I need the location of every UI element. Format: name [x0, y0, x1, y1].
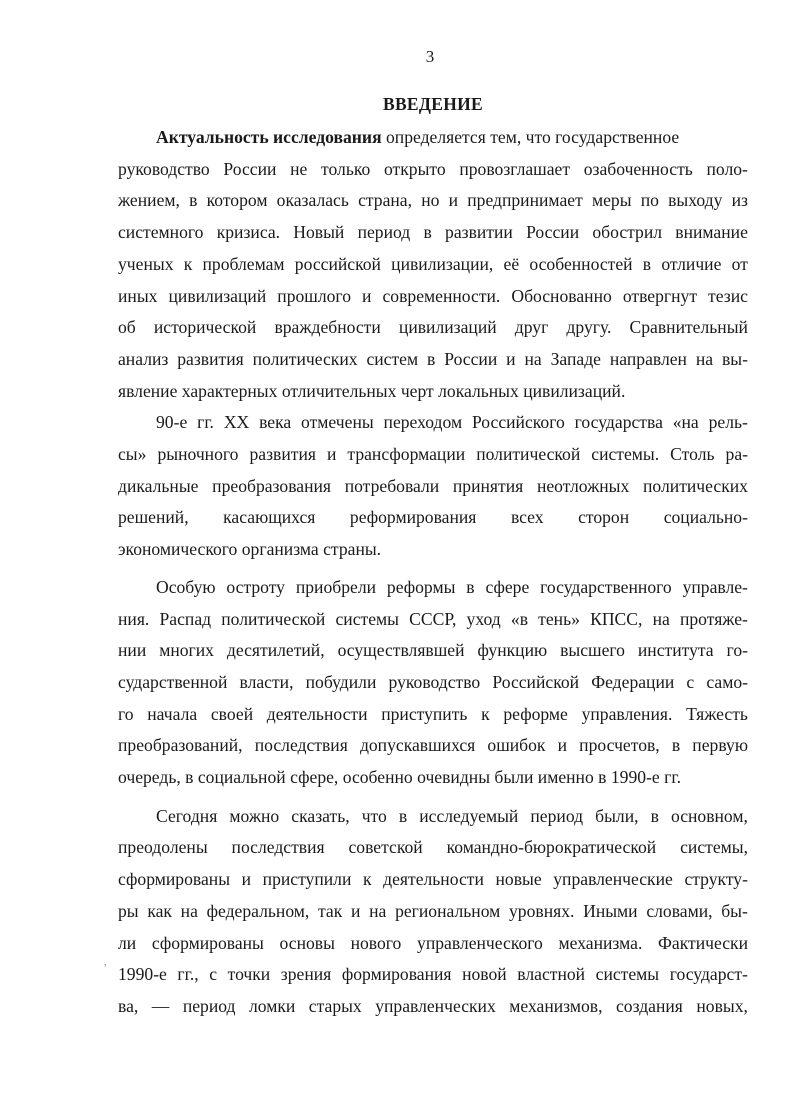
text-line: 90-е гг. XX века отмечены переходом Российского государства «на рель- [156, 412, 748, 433]
text-line: Сегодня можно сказать, что в исследуемый период были, в основном, [156, 805, 748, 826]
paragraph-today [118, 801, 748, 1023]
text-line-spread: решений, касающихся реформирования всех сторон социально- [118, 507, 748, 528]
text-line: жением, в котором оказалась страна, но и предпринимает меры по выходу из [118, 190, 748, 211]
body-text [118, 122, 748, 1023]
paragraph-nineties [118, 407, 748, 566]
text-line: руководство России не только открыто провозглашает озабоченность поло- [118, 158, 748, 179]
text-line: нии многих десятилетий, осуществлявшей функцию высшего института го- [118, 640, 748, 661]
text-line: го начала своей деятельности приступить к реформе управления. Тяжесть [118, 703, 748, 724]
text-line: сформированы и приступили к деятельности новые управленческие структу- [118, 869, 748, 890]
text-line: ли сформированы основы нового управленческого механизма. Фактически [118, 932, 748, 953]
text-line: сударственной власти, побудили руководство Российской Федерации с само- [118, 671, 748, 692]
paragraph-relevance [118, 122, 748, 407]
text-line: ва, — период ломки старых управленческих механизмов, создания новых, [118, 995, 748, 1016]
margin-mark: , [104, 957, 107, 968]
text-line: дикальные преобразования потребовали принятия неотложных политических [118, 475, 748, 496]
text-line: сы» рыночного развития и трансформации политической системы. Столь ра- [118, 444, 748, 465]
text-line: системного кризиса. Новый период в развитии России обострил внимание [118, 222, 748, 243]
text-line: экономического организма страны. [118, 539, 382, 560]
text-line: ния. Распад политической системы СССР, уход «в тень» КПСС, на протяже- [118, 608, 748, 629]
text-line: анализ развития политических систем в России и на Западе направлен на вы- [118, 348, 748, 369]
section-heading: ВВЕДЕНИЕ [382, 94, 484, 114]
text-line: иных цивилизаций прошлого и современности. Обоснованно отвергнут тезис [118, 285, 748, 306]
text-line: Актуальность исследования определяется тем, что государственное [156, 127, 680, 147]
text-line: Особую остроту приобрели реформы в сфере государственного управле- [156, 576, 748, 597]
paragraph-reforms [118, 572, 748, 794]
text-line: 1990-е гг., с точки зрения формирования новой властной системы государст- [118, 964, 748, 985]
text-line: очередь, в социальной сфере, особенно очевидны были именно в 1990-е гг. [118, 767, 681, 788]
bold-lead: Актуальность исследования [156, 127, 382, 147]
text-line: преобразований, последствия допускавшихся ошибок и просчетов, в первую [118, 735, 748, 756]
text-line: ученых к проблемам российской цивилизации, её особенностей в отличие от [118, 253, 748, 274]
text-line: преодолены последствия советской командно-бюрократической системы, [118, 837, 748, 858]
text-line: ры как на федеральном, так и на региональном уровнях. Иными словами, бы- [118, 900, 748, 921]
page-number: 3 [425, 47, 435, 66]
text-line: явление характерных отличительных черт локальных цивилизаций. [118, 380, 626, 401]
text-line: об исторической враждебности цивилизаций друг другу. Сравнительный [118, 317, 748, 338]
